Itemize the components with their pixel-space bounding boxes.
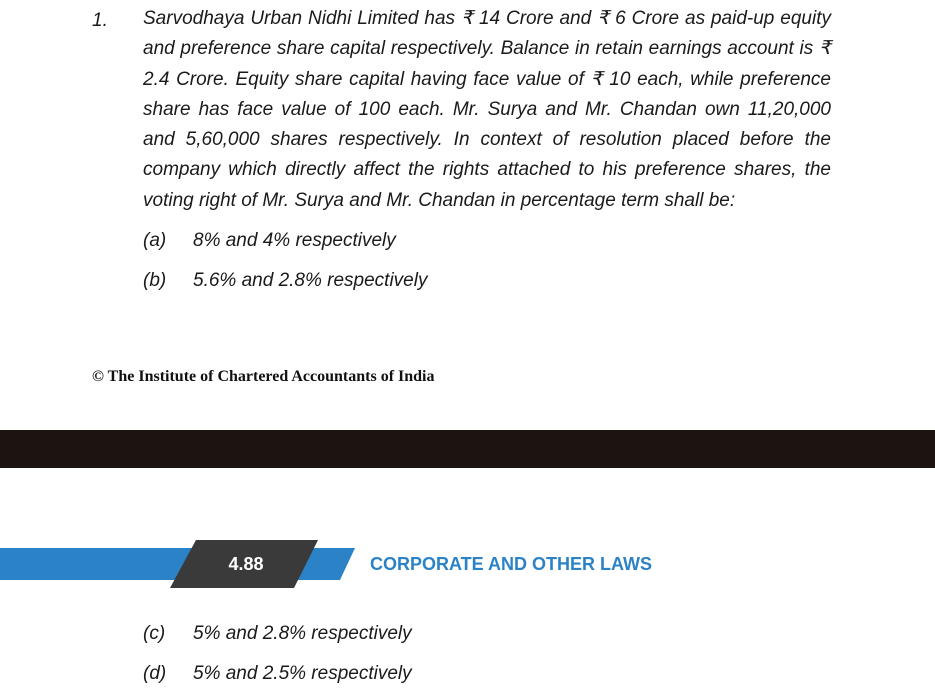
option-d <box>143 659 412 689</box>
option-label: (c) <box>143 623 166 644</box>
question-number: 1. <box>92 10 108 31</box>
option-label: (b) <box>143 270 167 291</box>
option-c <box>143 619 412 649</box>
option-label: (a) <box>143 230 167 251</box>
question-text: Sarvodhaya Urban Nidhi Limited has ₹ 14 Crore and ₹ 6 Crore as paid-up equity and preference share capital respectively. Balance in retain earnings account is ₹ 2.4 Crore. Equity share capital having face value of ₹ 10 each, while preference share has face value of 100 each. Mr. Surya and Mr. Chandan own 11,20,000 and 5,60,000 shares respectively. In context of resolution placed before the company which directly affect the rights attached to his preference shares, the voting right of Mr. Surya and Mr. Chandan in percentage term shall be: <box>143 8 831 211</box>
page-separator <box>0 430 935 468</box>
option-text: 5% and 2.8% respectively <box>193 623 412 644</box>
option-text: 8% and 4% respectively <box>193 230 396 251</box>
option-a <box>143 226 396 256</box>
option-text: 5.6% and 2.8% respectively <box>193 270 428 291</box>
option-label: (d) <box>143 663 167 684</box>
page-number: 4.88 <box>228 554 264 574</box>
option-text: 5% and 2.5% respectively <box>193 663 412 684</box>
copyright-footer: © The Institute of Chartered Accountants of India <box>92 368 435 385</box>
running-header-title: CORPORATE AND OTHER LAWS <box>370 554 652 574</box>
option-b <box>143 266 427 296</box>
